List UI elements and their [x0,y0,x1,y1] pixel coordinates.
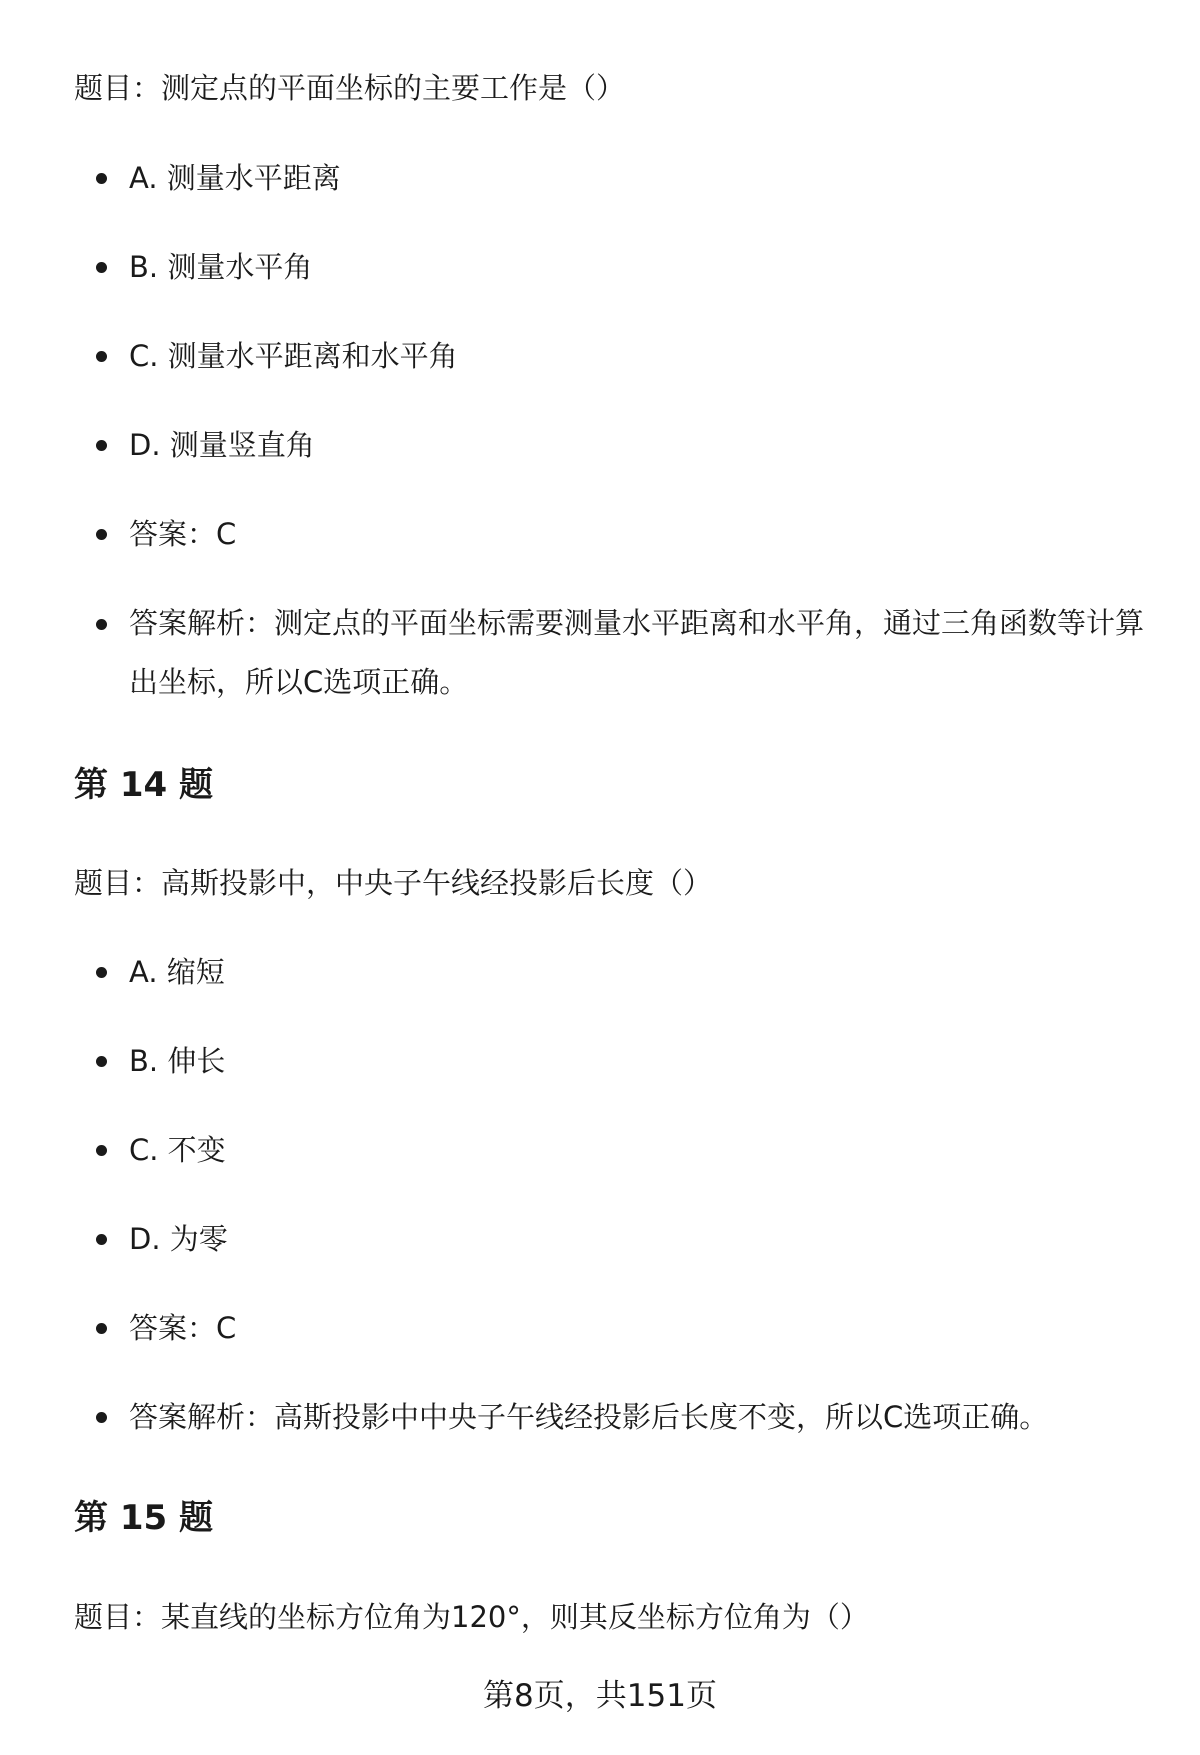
question-13-option-d [96,425,315,465]
option-text: C. 不变 [129,1133,226,1167]
option-text: B. 测量水平角 [129,250,313,284]
question-14-heading: 第 14 题 [74,765,213,805]
bullet-icon [96,1323,107,1334]
option-text: D. 测量竖直角 [129,428,315,462]
question-14-option-a [96,952,225,992]
question-13-option-a [96,158,341,198]
question-14-answer [96,1308,236,1348]
analysis-text: 答案解析：高斯投影中中央子午线经投影后长度不变，所以C选项正确。 [129,1400,1049,1434]
bullet-icon [96,1234,107,1245]
bullet-icon [96,1056,107,1067]
question-13-analysis [96,594,1169,712]
question-15-stem: 题目：某直线的坐标方位角为120°，则其反坐标方位角为（） [74,1600,869,1634]
page-footer: 第8页，共151页 [483,1678,717,1714]
answer-text: 答案：C [129,517,237,551]
analysis-text: 答案解析：测定点的平面坐标需要测量水平距离和水平角，通过三角函数等计算出坐标，所以C选项正确。 [129,606,1145,699]
bullet-icon [96,351,107,362]
bullet-icon [96,1145,107,1156]
bullet-icon [96,173,107,184]
option-text: B. 伸长 [129,1044,226,1078]
bullet-icon [96,619,107,630]
question-14-option-b [96,1041,225,1081]
bullet-icon [96,440,107,451]
question-14-stem: 题目：高斯投影中，中央子午线经投影后长度（） [74,866,713,900]
question-14-option-c [96,1130,226,1170]
bullet-icon [96,1412,107,1423]
option-text: A. 测量水平距离 [129,161,341,195]
question-15-heading: 第 15 题 [74,1498,213,1538]
bullet-icon [96,262,107,273]
question-14-analysis [96,1397,1048,1437]
bullet-icon [96,529,107,540]
bullet-icon [96,967,107,978]
option-text: C. 测量水平距离和水平角 [129,339,458,373]
option-text: D. 为零 [129,1222,228,1256]
question-13-answer [96,514,236,554]
question-13-option-b [96,247,312,287]
answer-text: 答案：C [129,1311,237,1345]
option-text: A. 缩短 [129,955,225,989]
question-13-option-c [96,336,458,376]
question-14-option-d [96,1219,228,1259]
question-13-stem: 题目：测定点的平面坐标的主要工作是（） [74,71,626,105]
